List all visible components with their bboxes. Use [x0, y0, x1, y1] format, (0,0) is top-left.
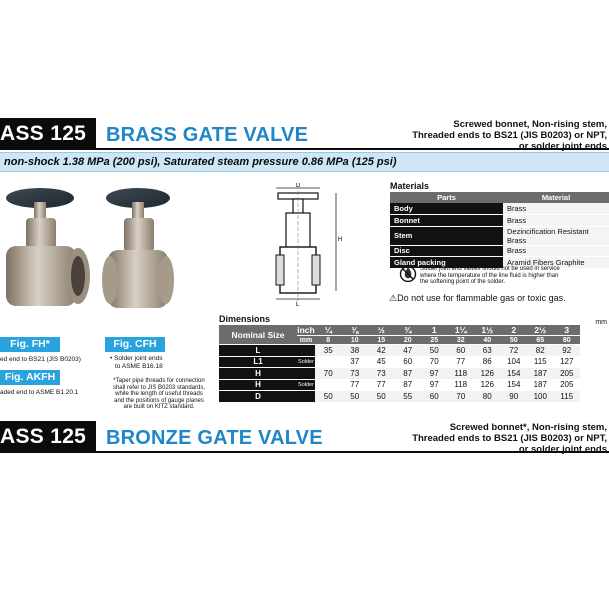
- inch-size: ¾: [395, 325, 422, 336]
- dimension-value: 115: [554, 391, 581, 403]
- fig-cfh-note-line-2: to ASME B16.18: [115, 362, 163, 370]
- mm-size: 32: [448, 336, 475, 345]
- valve-photo-cfh: [100, 180, 175, 325]
- solder-note-line-2: where the temperature of the line fluid is higher than: [420, 272, 559, 279]
- dimension-value: 60: [421, 391, 448, 403]
- taper-note-line-4: and the positions of gauge planes: [114, 397, 204, 404]
- bronze-title: BRONZE GATE VALVE: [106, 427, 323, 449]
- dimension-value: [315, 356, 342, 368]
- dimension-value: 37: [342, 356, 369, 368]
- mm-size: 80: [554, 336, 581, 345]
- material-value: Brass: [503, 245, 609, 257]
- fig-fh-note: ed end to BS21 (JIS B0203): [0, 356, 81, 363]
- dimension-label: L: [219, 345, 297, 357]
- dimension-value: 118: [448, 379, 475, 391]
- material-part: Body: [390, 203, 503, 215]
- dimension-value: 77: [368, 379, 395, 391]
- dimension-value: 187: [527, 368, 554, 380]
- material-value: Dezincification Resistant Brass: [503, 226, 609, 245]
- dimension-value: 86: [474, 356, 501, 368]
- dimension-label: D: [219, 391, 297, 403]
- dimension-value: 87: [395, 368, 422, 380]
- valve-photo-fh: [0, 176, 95, 326]
- dimension-value: 187: [527, 379, 554, 391]
- dimension-value: 97: [421, 368, 448, 380]
- dimensions-title: Dimensions: [219, 314, 271, 324]
- mm-size: 20: [395, 336, 422, 345]
- taper-thread-note: [103, 378, 215, 411]
- brass-desc-line-1: Screwed bonnet, Non-rising stem,: [453, 119, 607, 130]
- table-row: [219, 379, 580, 391]
- fig-cfh-label: Fig. CFH: [105, 337, 165, 352]
- brass-class-block: [0, 118, 96, 150]
- dimension-label: H: [219, 379, 297, 391]
- table-row: [390, 226, 609, 245]
- dimensions-inch-row: [219, 325, 580, 336]
- materials-table: [390, 192, 609, 269]
- dimension-value: 73: [368, 368, 395, 380]
- material-part: Disc: [390, 245, 503, 257]
- taper-note-line-1: *Taper pipe threads for connection: [113, 378, 205, 384]
- dimension-sublabel: [297, 345, 315, 357]
- table-row: [219, 368, 580, 380]
- brass-desc-line-2: Threaded ends to BS21 (JIS B0203) or NPT,: [412, 130, 607, 141]
- dimensions-table: [219, 325, 580, 403]
- dimension-value: 72: [501, 345, 528, 357]
- inch-size: 1½: [474, 325, 501, 336]
- dimension-label: L1: [219, 356, 297, 368]
- dimension-value: 47: [395, 345, 422, 357]
- brass-header: [0, 118, 609, 150]
- dimension-value: 127: [554, 356, 581, 368]
- mm-size: 40: [474, 336, 501, 345]
- solder-warning-note: [420, 266, 609, 286]
- solder-note-line-3: the softening point of the solder.: [420, 279, 506, 286]
- dimension-value: 126: [474, 368, 501, 380]
- taper-note-line-2: shall refer to JIS B0203 standards,: [112, 384, 206, 391]
- dimension-value: 87: [395, 379, 422, 391]
- inch-size: ¼: [315, 325, 342, 336]
- no-fire-icon: [399, 265, 417, 282]
- valve-technical-drawing: [266, 183, 356, 307]
- brass-description: [367, 119, 607, 152]
- dimension-sublabel: [297, 368, 315, 380]
- dimensions-unit: mm: [595, 319, 607, 326]
- dimension-value: 104: [501, 356, 528, 368]
- materials-title: Materials: [390, 181, 430, 191]
- table-row: [219, 345, 580, 357]
- taper-note-line-3: while the length of useful threads: [115, 391, 203, 398]
- mm-size: 50: [501, 336, 528, 345]
- taper-note-line-5: are built on KITZ standard.: [123, 404, 195, 411]
- inch-size: 2: [501, 325, 528, 336]
- mm-size: 10: [342, 336, 369, 345]
- dimension-value: 60: [395, 356, 422, 368]
- inch-unit-label: inch: [297, 325, 315, 335]
- dimension-value: 77: [448, 356, 475, 368]
- dimension-value: 60: [448, 345, 475, 357]
- dimension-value: 100: [527, 391, 554, 403]
- dimension-value: 115: [527, 356, 554, 368]
- drawing-d-label: D: [296, 183, 301, 189]
- mm-size: 25: [421, 336, 448, 345]
- dimension-value: 55: [395, 391, 422, 403]
- fig-akfh-note: aded end to ASME B1.20.1: [0, 389, 79, 396]
- flammable-gas-warning: ⚠Do not use for flammable gas or toxic gas.: [389, 293, 566, 303]
- dimension-value: 154: [501, 368, 528, 380]
- table-row: [390, 215, 609, 227]
- bronze-class-label: ASS 125: [0, 425, 87, 448]
- bronze-desc-line-3: or solder joint ends: [518, 444, 607, 455]
- material-value: Brass: [503, 203, 609, 215]
- fig-cfh-note-line-1: • Solder joint ends: [110, 355, 163, 362]
- inch-size: ⅜: [342, 325, 369, 336]
- mm-size: 65: [527, 336, 554, 345]
- dimension-value: 73: [342, 368, 369, 380]
- dimension-sublabel: [297, 391, 315, 403]
- bronze-header: [0, 421, 609, 453]
- mm-size: 15: [368, 336, 395, 345]
- dimension-sublabel: Solder: [297, 356, 315, 368]
- dimension-value: 92: [554, 345, 581, 357]
- inch-size: 3: [554, 325, 581, 336]
- materials-col-parts: Parts: [390, 192, 503, 203]
- dimension-value: 77: [342, 379, 369, 391]
- inch-size: ½: [368, 325, 395, 336]
- dimension-value: 42: [368, 345, 395, 357]
- inch-size: 1: [421, 325, 448, 336]
- table-row: [390, 203, 609, 215]
- material-part: Bonnet: [390, 215, 503, 227]
- brass-class-label: ASS 125: [0, 122, 87, 145]
- dimension-value: 38: [342, 345, 369, 357]
- dimension-value: [315, 379, 342, 391]
- material-value: Brass: [503, 215, 609, 227]
- fig-akfh-label: Fig. AKFH: [0, 370, 60, 385]
- table-row: [219, 391, 580, 403]
- bronze-desc-line-1: Screwed bonnet*, Non-rising stem,: [449, 422, 607, 433]
- dimension-value: 154: [501, 379, 528, 391]
- dimension-value: 50: [315, 391, 342, 403]
- material-part: Stem: [390, 226, 503, 245]
- inch-size: 2½: [527, 325, 554, 336]
- dimension-value: 205: [554, 379, 581, 391]
- pressure-rating-bar: [0, 152, 609, 172]
- dimension-value: 82: [527, 345, 554, 357]
- fig-cfh-note: [110, 355, 163, 370]
- mm-unit-label: mm: [297, 336, 315, 345]
- dimension-value: 50: [421, 345, 448, 357]
- bronze-description: [367, 422, 607, 455]
- materials-header-row: [390, 192, 609, 203]
- dimension-value: 45: [368, 356, 395, 368]
- brass-desc-line-3: or solder joint ends: [518, 141, 607, 152]
- bronze-class-block: [0, 421, 96, 453]
- table-row: [390, 245, 609, 257]
- dimension-value: 70: [315, 368, 342, 380]
- dimension-value: 205: [554, 368, 581, 380]
- material-value: Aramid Fibers Graphite: [503, 257, 609, 269]
- dimension-value: 97: [421, 379, 448, 391]
- dimension-value: 35: [315, 345, 342, 357]
- table-row: [219, 356, 580, 368]
- drawing-l-label: L: [296, 302, 300, 307]
- material-part: Gland packing: [390, 257, 503, 269]
- dimension-value: 90: [501, 391, 528, 403]
- dimension-value: 63: [474, 345, 501, 357]
- mm-size: 8: [315, 336, 342, 345]
- materials-col-material: Material: [503, 192, 609, 203]
- inch-size: 1¼: [448, 325, 475, 336]
- fig-fh-label: Fig. FH*: [0, 337, 60, 352]
- dimension-label: H: [219, 368, 297, 380]
- dimension-value: 50: [342, 391, 369, 403]
- pressure-rating-text: non-shock 1.38 MPa (200 psi), Saturated steam pressure 0.86 MPa (125 psi): [4, 156, 397, 168]
- dimensions-body: [219, 345, 580, 403]
- dimension-value: 80: [474, 391, 501, 403]
- bronze-desc-line-2: Threaded ends to BS21 (JIS B0203) or NPT,: [412, 433, 607, 444]
- nominal-size-header: Nominal Size: [219, 325, 297, 345]
- dimension-value: 126: [474, 379, 501, 391]
- dimension-value: 70: [421, 356, 448, 368]
- solder-note-line-1: Solder joint end valves should not be used in service: [420, 266, 560, 272]
- dimension-sublabel: Solder: [297, 379, 315, 391]
- dimension-value: 118: [448, 368, 475, 380]
- dimension-value: 50: [368, 391, 395, 403]
- dimension-value: 70: [448, 391, 475, 403]
- drawing-h-label: H: [338, 237, 343, 243]
- brass-title: BRASS GATE VALVE: [106, 124, 309, 146]
